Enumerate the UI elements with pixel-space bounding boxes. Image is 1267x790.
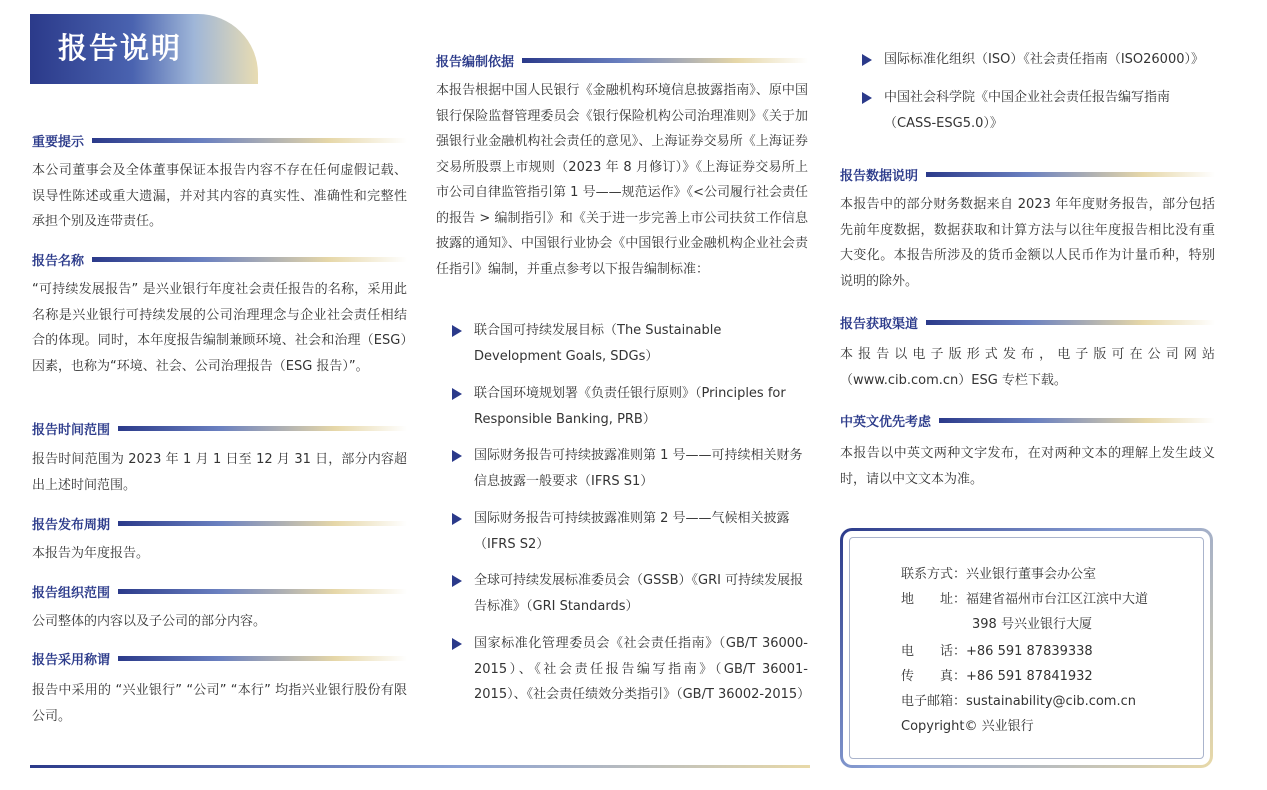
section-heading: 报告组织范围: [32, 581, 407, 601]
contact-row: 电 话：+86 591 87839338: [901, 644, 1093, 659]
triangle-bullet-icon: [452, 513, 462, 525]
copyright: Copyright© 兴业银行: [901, 719, 1034, 734]
section-body: 本报告以电子版形式发布，电子版可在公司网站（www.cib.com.cn）ESG 专栏下载。: [840, 347, 1215, 388]
section-body: 报告时间范围为 2023 年 1 月 1 日至 12 月 31 日，部分内容超出上述时间范围。: [32, 452, 407, 493]
section-heading: 报告名称: [32, 249, 407, 269]
list-item: 国际财务报告可持续披露准则第 1 号——可持续相关财务信息披露一般要求（IFRS S1）: [452, 443, 808, 494]
section-body: 公司整体的内容以及子公司的部分内容。: [32, 614, 267, 629]
contact-row: 联系方式：兴业银行董事会办公室: [901, 567, 1097, 582]
list-item: 中国社会科学院《中国企业社会责任报告编写指南（CASS-ESG5.0）》: [862, 85, 1217, 136]
section-heading: 中英文优先考虑: [840, 410, 1215, 430]
triangle-bullet-icon: [452, 450, 462, 462]
list-item: 国际标准化组织（ISO）《社会责任指南（ISO26000）》: [862, 47, 1217, 73]
section-body: 本报告中的部分财务数据来自 2023 年年度财务报告，部分包括先前年度数据，数据获取和计算方法与以往年度报告相比没有重大变化。本报告所涉及的货币金额以人民币作为计量币种，特别说明的除外。: [840, 197, 1215, 289]
section-heading: 重要提示: [32, 130, 407, 150]
triangle-bullet-icon: [452, 638, 462, 650]
contact-box: [840, 528, 1213, 768]
triangle-bullet-icon: [862, 54, 872, 66]
list-item: 联合国可持续发展目标（The Sustainable Development Goals, SDGs）: [452, 318, 808, 369]
section-heading: 报告获取渠道: [840, 312, 1215, 332]
triangle-bullet-icon: [452, 325, 462, 337]
section-heading: 报告采用称谓: [32, 648, 407, 668]
bottom-divider: [30, 765, 810, 768]
page-title: 报告说明: [58, 31, 183, 65]
list-item: 国家标准化管理委员会《社会责任指南》（GB/T 36000-2015）、《社会责任报告编写指南》（GB/T 36001-2015）、《社会责任绩效分类指引》（GB/T 36002-2015）: [452, 631, 808, 708]
triangle-bullet-icon: [452, 388, 462, 400]
contact-row: 电子邮箱：sustainability@cib.com.cn: [901, 694, 1136, 709]
triangle-bullet-icon: [452, 575, 462, 587]
list-item: 全球可持续发展标准委员会（GSSB）《GRI 可持续发展报告标准》（GRI Standards）: [452, 568, 808, 619]
section-heading: 报告编制依据: [436, 50, 808, 70]
section-heading: 报告时间范围: [32, 418, 407, 438]
section-heading: 报告数据说明: [840, 164, 1215, 184]
triangle-bullet-icon: [862, 92, 872, 104]
section-body: “可持续发展报告” 是兴业银行年度社会责任报告的名称，采用此名称是兴业银行可持续发展的公司治理理念与企业社会责任相结合的体现。同时，本年度报告编制兼顾环境、社会和治理（ESG）因素，也称为“环境、社会、公司治理报告（ESG 报告）”。: [32, 282, 407, 374]
contact-row: 地 址：福建省福州市台江区江滨中大道: [901, 592, 1149, 607]
section-heading: 报告发布周期: [32, 513, 407, 533]
section-body: 本报告为年度报告。: [32, 546, 150, 561]
section-body: 报告中采用的 “兴业银行” “公司” “本行” 均指兴业银行股份有限公司。: [32, 683, 407, 724]
section-body: 本报告以中英文两种文字发布，在对两种文本的理解上发生歧义时，请以中文文本为准。: [840, 446, 1215, 487]
section-body: 本报告根据中国人民银行《金融机构环境信息披露指南》、原中国银行保险监督管理委员会《银行保险机构公司治理准则》《关于加强银行业金融机构社会责任的意见》、上海证券交易所《上海证券交易所股票上市规则（2023 年 8 月修订）》《上海证券交易所上市公司自律监管指引第 1 号——规范运作》《<公司履行社会责任的报告 > 编制指引》和《关于进一步完善上市公司扶贫工作信息披露的通知》、中国银行业协会《中国银行业金融机构企业社会责任指引》编制，并重点参考以下报告编制标准：: [436, 83, 808, 277]
list-item: 联合国环境规划署《负责任银行原则》（Principles for Responsible Banking, PRB）: [452, 381, 808, 432]
contact-row: 398 号兴业银行大厦: [972, 617, 1092, 632]
contact-row: 传 真：+86 591 87841932: [901, 669, 1093, 684]
list-item: 国际财务报告可持续披露准则第 2 号——气候相关披露（IFRS S2）: [452, 506, 808, 557]
section-body: 本公司董事会及全体董事保证本报告内容不存在任何虚假记载、误导性陈述或重大遗漏，并对其内容的真实性、准确性和完整性承担个别及连带责任。: [32, 163, 407, 229]
